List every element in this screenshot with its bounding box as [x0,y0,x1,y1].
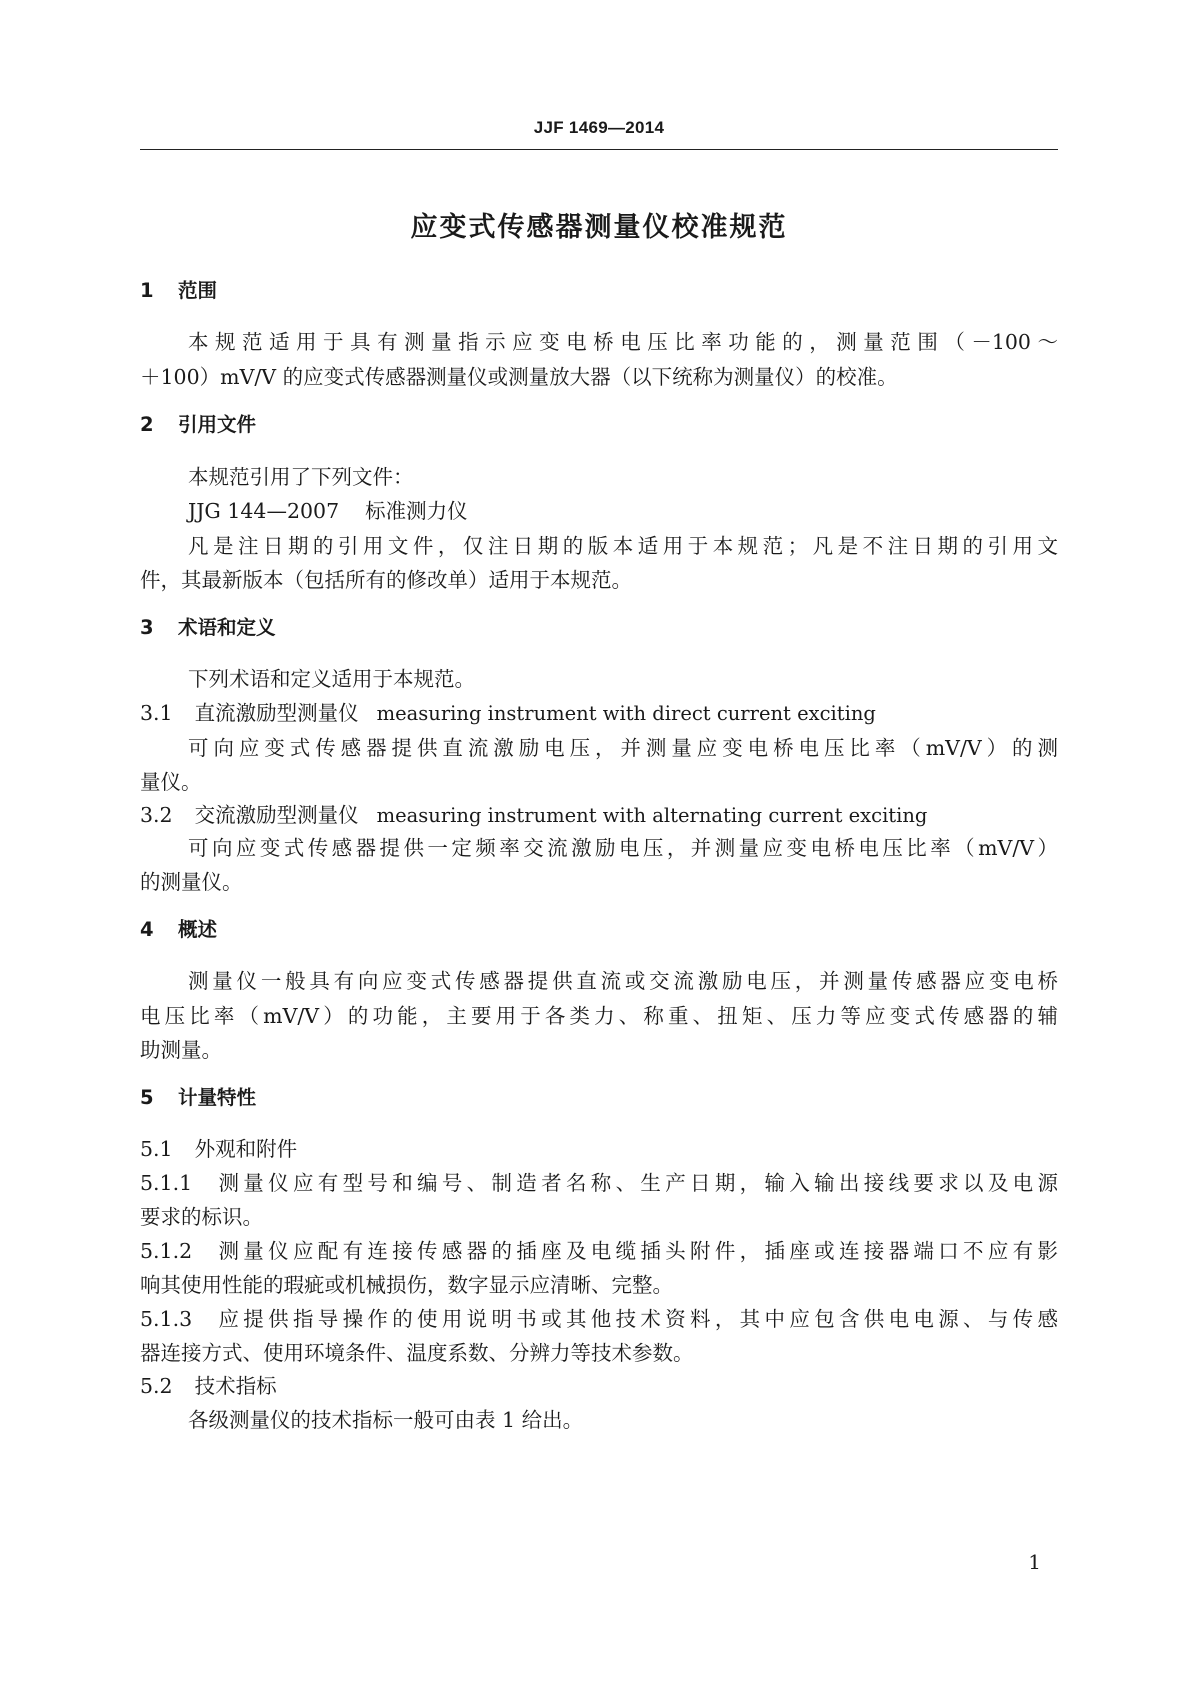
header-rule [140,149,1058,150]
clause-text: 测量仪应配有连接传感器的插座及电缆插头附件，插座或连接器端口不应有影 [214,1239,1058,1263]
section-number: 4 [140,918,154,941]
reference-title: 标准测力仪 [365,499,468,523]
normative-reference [188,496,1058,526]
clause-text: 应提供指导操作的使用说明书或其他技术资料，其中应包含供电电源、与传感 [214,1307,1058,1331]
section-2-note-line-2: 件，其最新版本（包括所有的修改单）适用于本规范。 [140,568,632,592]
clause-number: 3.2 [140,803,173,827]
section-2-note-line-1: 凡是注日期的引用文件，仅注日期的版本适用于本规范；凡是不注日期的引用文 [188,534,1058,558]
page-number: 1 [1028,1550,1041,1574]
section-3-intro: 下列术语和定义适用于本规范。 [188,667,475,691]
section-title: 范围 [178,279,218,302]
section-title: 术语和定义 [178,616,276,639]
clause-title: 技术指标 [194,1374,277,1398]
section-number: 2 [140,413,154,436]
term-3-2-definition-line-2: 的测量仪。 [140,870,243,894]
clause-5-1-1-line-1 [140,1168,1058,1198]
section-2-intro: 本规范引用了下列文件： [188,465,414,489]
section-2-heading [140,410,1058,440]
term-english: measuring instrument with alternating current exciting [376,804,928,827]
clause-5-1-3-line-1 [140,1304,1058,1334]
section-1-paragraph-line-1: 本规范适用于具有测量指示应变电桥电压比率功能的，测量范围（－100～ [188,330,1058,354]
section-number: 5 [140,1086,154,1109]
term-3-2 [140,800,1058,831]
section-4-paragraph-line-1: 测量仪一般具有向应变式传感器提供直流或交流激励电压，并测量传感器应变电桥 [188,969,1058,993]
clause-5-1-2-line-2: 响其使用性能的瑕疵或机械损伤，数字显示应清晰、完整。 [140,1273,673,1297]
term-3-2-definition-line-1: 可向应变式传感器提供一定频率交流激励电压，并测量应变电桥电压比率（mV/V） [188,836,1058,860]
document-title: 应变式传感器测量仪校准规范 [410,212,788,243]
section-title: 概述 [178,918,218,941]
clause-5-2 [140,1371,1058,1401]
section-5-heading [140,1083,1058,1113]
section-4-paragraph-line-2: 电压比率（mV/V）的功能，主要用于各类力、称重、扭矩、压力等应变式传感器的辅 [140,1004,1058,1028]
section-4-paragraph-line-3: 助测量。 [140,1038,222,1062]
clause-title: 外观和附件 [194,1137,298,1161]
clause-text: 测量仪应有型号和编号、制造者名称、生产日期，输入输出接线要求以及电源 [214,1171,1058,1195]
clause-5-2-text: 各级测量仪的技术指标一般可由表 1 给出。 [188,1408,584,1432]
section-3-heading [140,613,1058,643]
clause-5-1 [140,1134,1058,1164]
term-3-1-definition-line-2: 量仪。 [140,770,202,794]
clause-5-1-2-line-1 [140,1236,1058,1266]
clause-5-1-1-line-2: 要求的标识。 [140,1205,263,1229]
clause-number: 5.1.3 [140,1307,193,1331]
section-number: 3 [140,616,154,639]
clause-number: 3.1 [140,701,173,725]
section-1-heading [140,276,1058,306]
section-title: 计量特性 [178,1086,257,1109]
section-number: 1 [140,279,154,302]
clause-5-1-3-line-2: 器连接方式、使用环境条件、温度系数、分辨力等技术参数。 [140,1341,694,1365]
clause-number: 5.1.1 [140,1171,193,1195]
section-4-heading [140,915,1058,945]
section-1-paragraph-line-2: ＋100）mV/V 的应变式传感器测量仪或测量放大器（以下统称为测量仪）的校准。 [140,365,898,389]
term-name: 交流激励型测量仪 [194,803,359,827]
clause-number: 5.1.2 [140,1239,193,1263]
reference-code: JJG 144—2007 [188,499,340,523]
section-title: 引用文件 [178,413,257,436]
clause-number: 5.1 [140,1137,173,1161]
term-3-1-definition-line-1: 可向应变式传感器提供直流激励电压，并测量应变电桥电压比率（mV/V）的测 [188,736,1058,760]
term-3-1 [140,698,1058,729]
clause-number: 5.2 [140,1374,173,1398]
term-english: measuring instrument with direct current exciting [376,702,876,725]
term-name: 直流激励型测量仪 [194,701,359,725]
standard-code-header: JJF 1469—2014 [533,118,665,137]
